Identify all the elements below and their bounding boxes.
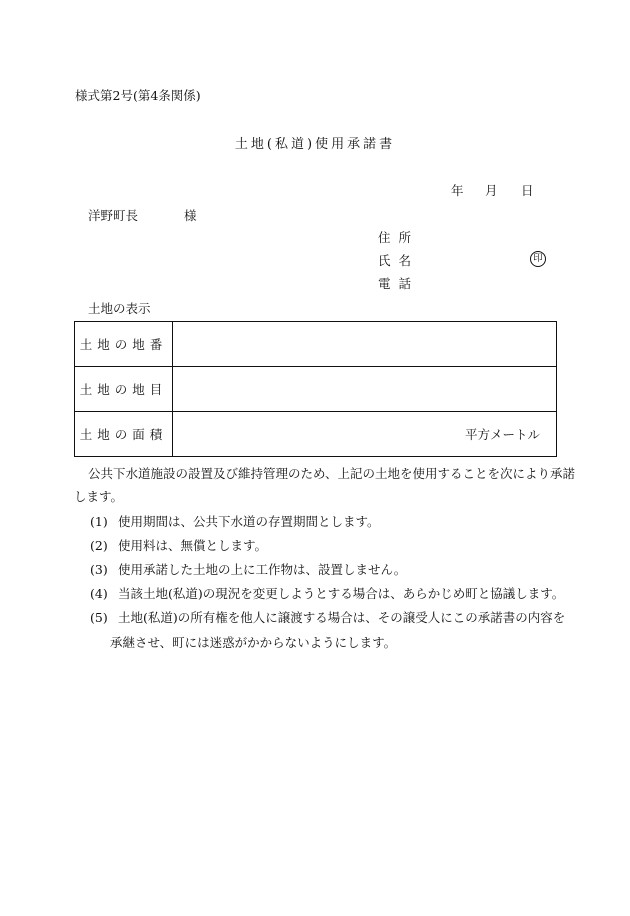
date-day: 日 [521,183,534,198]
item-text: 当該土地(私道)の現況を変更しようとする場合は、あらかじめ町と協議します。 [118,586,565,601]
item-text: 土地(私道)の所有権を他人に譲渡する場合は、その譲受人にこの承諾書の内容を [118,610,566,625]
item-text: 使用料は、無償とします。 [118,538,268,553]
intro-line-1: 公共下水道施設の設置及び維持管理のため、上記の土地を使用することを次により承諾 [88,466,576,481]
land-caption: 土地の表示 [88,301,151,316]
item-number: (4) [90,586,108,601]
table-row [75,412,557,457]
addressee-name: 洋野町長 [88,208,139,223]
item-number: (5) [90,610,108,625]
land-table [74,321,557,457]
land-category-value [173,367,557,412]
land-area-label: 土地の面積 [75,412,173,457]
land-area-value: 平方メートル [173,412,557,457]
phone-label: 電話 [378,276,420,291]
item-number: (3) [90,562,108,577]
table-row [75,322,557,367]
list-item [90,607,565,629]
list-item [90,583,564,605]
item-text: 使用期間は、公共下水道の存置期間とします。 [118,514,380,529]
form-number: 様式第2号(第4条関係) [75,88,201,103]
intro-line-2: します。 [74,489,124,504]
address-label: 住所 [378,230,420,245]
list-item [90,511,380,533]
name-label: 氏名 [378,253,420,268]
item-text: 使用承諾した土地の上に工作物は、設置しません。 [118,562,407,577]
date-month: 月 [485,183,498,198]
item-number: (2) [90,538,108,553]
land-lot-number-value [173,322,557,367]
item-number: (1) [90,514,108,529]
land-lot-number-label: 土地の地番 [75,322,173,367]
item-continuation: 承継させ、町には迷惑がかからないようにします。 [110,635,397,650]
list-item [90,559,406,581]
table-row [75,367,557,412]
land-category-label: 土地の地目 [75,367,173,412]
document-title: 土地(私道)使用承諾書 [234,137,396,152]
list-item [90,535,267,557]
addressee-honorific: 様 [184,208,197,223]
seal-mark: 印 [530,251,546,267]
date-year: 年 [451,183,464,198]
